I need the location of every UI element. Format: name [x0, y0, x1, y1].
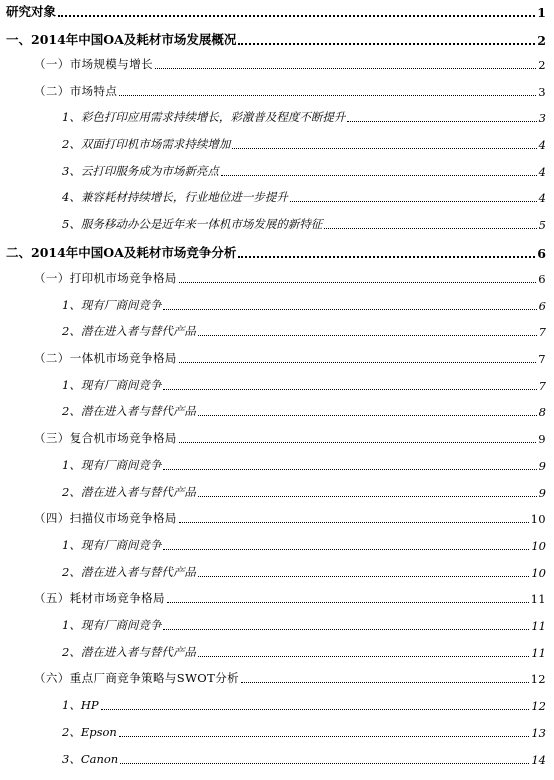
toc-entry-section[interactable] — [34, 510, 546, 526]
toc-entry-chapter-2[interactable] — [6, 243, 546, 261]
dot-leader — [119, 735, 530, 737]
dot-leader — [241, 681, 529, 683]
toc-entry-page: 7 — [538, 352, 546, 366]
dot-leader — [101, 708, 530, 710]
toc-entry-title: （三）复合机市场竞争格局 — [34, 431, 177, 445]
toc-entry-section[interactable] — [34, 56, 546, 72]
toc-entry-title: 1、现有厂商间竞争 — [62, 538, 162, 552]
toc-entry-section[interactable] — [34, 430, 546, 446]
toc-entry-page: 7 — [538, 379, 546, 393]
toc-entry-title: 4、兼容耗材持续增长，行业地位进一步提升 — [62, 190, 288, 204]
toc-entry-page: 6 — [537, 246, 546, 261]
dot-leader — [198, 655, 530, 657]
toc-entry-page: 6 — [538, 299, 546, 313]
toc-entry-page: 11 — [530, 592, 546, 606]
dot-leader — [167, 601, 529, 603]
toc-entry-subsection[interactable] — [62, 403, 546, 419]
toc-entry-subsection[interactable] — [62, 136, 546, 152]
toc-entry-title: 2、潜在进入者与替代产品 — [62, 645, 196, 659]
toc-entry-research-object[interactable] — [6, 2, 546, 20]
toc-entry-subsection[interactable] — [62, 617, 546, 633]
toc-entry-title: （四）扫描仪市场竞争格局 — [34, 511, 177, 525]
toc-entry-subsection[interactable] — [62, 564, 546, 580]
toc-entry-page: 8 — [538, 405, 546, 419]
toc-entry-title: （一）打印机市场竞争格局 — [34, 271, 177, 285]
toc-entry-page: 12 — [530, 672, 546, 686]
dot-leader — [290, 200, 537, 202]
dot-leader — [163, 308, 536, 310]
toc-entry-subsection[interactable] — [62, 216, 546, 232]
toc-entry-page: 3 — [538, 85, 546, 99]
toc-entry-subsection[interactable] — [62, 537, 546, 553]
toc-entry-subsection[interactable] — [62, 297, 546, 313]
toc-entry-page: 13 — [531, 726, 546, 740]
toc-entry-page: 12 — [531, 699, 546, 713]
toc-entry-title: 2、潜在进入者与替代产品 — [62, 565, 196, 579]
toc-entry-page: 11 — [531, 646, 546, 660]
toc-entry-section[interactable] — [34, 670, 546, 686]
toc-entry-title: （一）市场规模与增长 — [34, 57, 153, 71]
toc-entry-title: （二）一体机市场竞争格局 — [34, 351, 177, 365]
toc-entry-title: 3、Canon — [62, 752, 119, 766]
dot-leader — [179, 281, 536, 283]
toc-entry-chapter-1[interactable] — [6, 30, 546, 48]
toc-entry-subsection[interactable] — [62, 751, 546, 767]
toc-entry-subsection[interactable] — [62, 484, 546, 500]
toc-entry-title: 研究对象 — [6, 4, 57, 19]
toc-entry-title: （二）市场特点 — [34, 84, 118, 98]
toc-entry-section[interactable] — [34, 350, 546, 366]
toc-entry-section[interactable] — [34, 590, 546, 606]
dot-leader — [198, 334, 537, 336]
toc-entry-page: 4 — [538, 191, 546, 205]
dot-leader — [198, 495, 537, 497]
toc-entry-title: 二、2014年中国OA及耗材市场竞争分析 — [6, 245, 237, 260]
toc-entry-section[interactable] — [34, 83, 546, 99]
dot-leader — [119, 94, 536, 96]
toc-entry-title: 3、云打印服务成为市场新亮点 — [62, 164, 219, 178]
toc-entry-page: 4 — [538, 165, 546, 179]
toc-entry-page: 10 — [531, 539, 546, 553]
toc-entry-title: 1、现有厂商间竞争 — [62, 618, 162, 632]
dot-leader — [221, 174, 537, 176]
toc-entry-subsection[interactable] — [62, 697, 546, 713]
toc-entry-subsection[interactable] — [62, 457, 546, 473]
toc-entry-title: 1、现有厂商间竞争 — [62, 298, 162, 312]
toc-entry-title: 一、2014年中国OA及耗材市场发展概况 — [6, 32, 237, 47]
dot-leader — [163, 388, 536, 390]
dot-leader — [324, 227, 536, 229]
toc-entry-title: 2、潜在进入者与替代产品 — [62, 404, 196, 418]
toc-entry-page: 9 — [538, 432, 546, 446]
toc-entry-page: 1 — [537, 5, 546, 20]
toc-entry-page: 10 — [530, 512, 546, 526]
toc-entry-page: 9 — [538, 459, 546, 473]
toc-entry-page: 3 — [538, 111, 546, 125]
dot-leader — [155, 67, 536, 69]
dot-leader — [58, 14, 535, 17]
toc-entry-title: 5、服务移动办公是近年来一体机市场发展的新特征 — [62, 217, 323, 231]
toc-entry-title: 2、双面打印机市场需求持续增加 — [62, 137, 231, 151]
toc-entry-subsection[interactable] — [62, 724, 546, 740]
toc-entry-subsection[interactable] — [62, 644, 546, 660]
toc-entry-title: 1、现有厂商间竞争 — [62, 378, 162, 392]
toc-entry-title: 2、Epson — [62, 725, 117, 739]
toc-entry-subsection[interactable] — [62, 323, 546, 339]
toc-entry-subsection[interactable] — [62, 189, 546, 205]
dot-leader — [163, 468, 536, 470]
dot-leader — [163, 548, 529, 550]
toc-entry-title: （五）耗材市场竞争格局 — [34, 591, 165, 605]
toc-entry-subsection[interactable] — [62, 109, 546, 125]
toc-entry-title: 1、现有厂商间竞争 — [62, 458, 162, 472]
toc-entry-page: 14 — [531, 753, 546, 767]
toc-entry-page: 9 — [538, 486, 546, 500]
dot-leader — [347, 120, 536, 122]
dot-leader — [238, 255, 535, 258]
toc-entry-page: 10 — [531, 566, 546, 580]
toc-entry-page: 4 — [538, 138, 546, 152]
toc-entry-page: 11 — [531, 619, 546, 633]
toc-entry-title: 2、潜在进入者与替代产品 — [62, 324, 196, 338]
toc-entry-page: 2 — [537, 33, 546, 48]
toc-entry-subsection[interactable] — [62, 377, 546, 393]
dot-leader — [238, 42, 535, 45]
toc-entry-section[interactable] — [34, 270, 546, 286]
dot-leader — [198, 575, 530, 577]
dot-leader — [232, 147, 536, 149]
dot-leader — [198, 414, 537, 416]
toc-entry-subsection[interactable] — [62, 163, 546, 179]
toc-entry-page: 2 — [538, 58, 546, 72]
toc-entry-page: 6 — [538, 272, 546, 286]
dot-leader — [179, 441, 536, 443]
toc-entry-title: 1、HP — [62, 698, 99, 712]
toc-entry-title: 2、潜在进入者与替代产品 — [62, 485, 196, 499]
dot-leader — [163, 628, 529, 630]
toc-entry-page: 7 — [538, 325, 546, 339]
dot-leader — [120, 762, 529, 764]
dot-leader — [179, 521, 529, 523]
dot-leader — [179, 361, 536, 363]
toc-entry-page: 5 — [538, 218, 546, 232]
toc-entry-title: 1、彩色打印应用需求持续增长，彩激普及程度不断提升 — [62, 110, 346, 124]
toc-entry-title: （六）重点厂商竞争策略与SWOT分析 — [34, 671, 239, 685]
